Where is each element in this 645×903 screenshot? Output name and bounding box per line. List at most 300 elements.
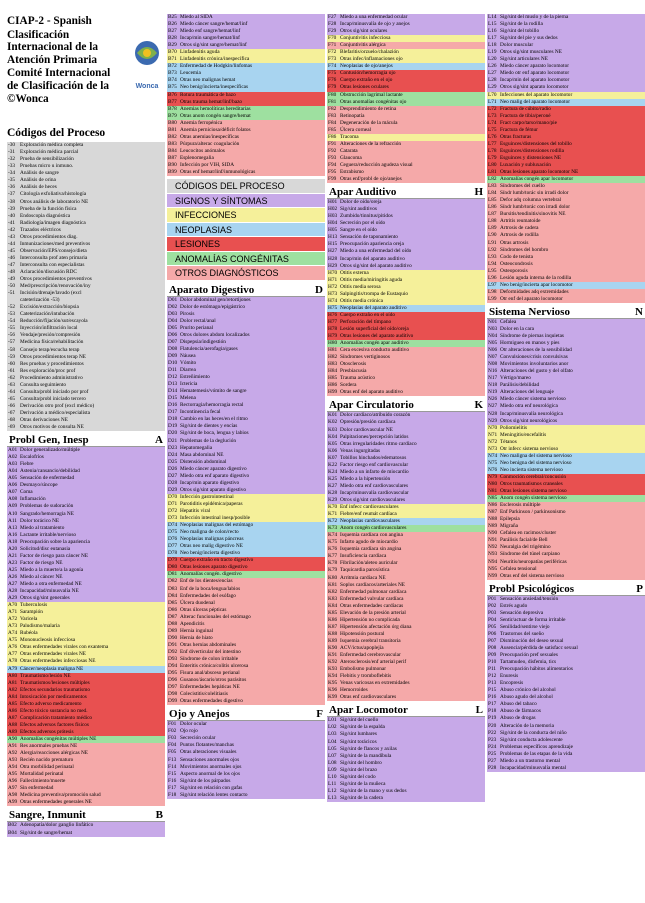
code: H78 — [328, 325, 338, 332]
code-label: Inmunizaciones/med preventivos — [20, 240, 91, 247]
code-label: Otras enf del aparato auditivo — [340, 389, 403, 396]
code: F74 — [328, 63, 337, 70]
code: P20 — [488, 722, 497, 729]
code-label: Neoplasias de ojo/anejos — [340, 63, 393, 70]
code-label: Anomalías congénitas múltiples NE — [20, 736, 97, 742]
code-row — [487, 204, 645, 211]
code: P23 — [488, 736, 497, 743]
code-row — [327, 155, 485, 162]
code-label: Hematemesis/vómito de sangre — [180, 388, 247, 395]
code-row — [327, 731, 485, 738]
code-label: Blefaritis/orzuelo/chalazión — [340, 49, 399, 56]
code-row — [327, 455, 485, 462]
code: -50 — [8, 283, 16, 290]
code-label: Otras lesiones oculares — [340, 84, 389, 91]
code-label: Sig/sint de la mandíbula — [340, 752, 392, 759]
code-label: Bursitis/tendinitis/sinovitis NE — [500, 211, 566, 218]
code: A11 — [8, 517, 17, 524]
code: H75 — [328, 304, 338, 311]
code: D02 — [168, 303, 178, 310]
code: L97 — [488, 281, 497, 288]
code-row — [7, 595, 165, 602]
code: K81 — [328, 581, 338, 588]
code-row — [7, 191, 165, 198]
code: F16 — [168, 777, 177, 784]
code-label: Otras enfermedades generales NE — [20, 799, 92, 806]
code: N73 — [488, 445, 498, 452]
code-row — [487, 282, 645, 289]
code-label: Esguinces/distensiones del tobillo — [500, 140, 572, 147]
code: F13 — [168, 756, 177, 763]
code-row — [7, 785, 165, 792]
code-label: Presbiacusia — [340, 368, 367, 375]
code-label: Movimientos involuntarios anor — [500, 361, 569, 368]
code: L81 — [488, 169, 497, 176]
code-row — [7, 588, 165, 595]
code-row — [327, 354, 485, 361]
code-row — [167, 120, 325, 127]
code: D21 — [168, 437, 178, 444]
code: F05 — [168, 749, 177, 756]
code: K87 — [328, 623, 338, 630]
code-label: Isquemia cardíaca sin angina — [340, 546, 402, 553]
code-label: Otros sig/sint del aparato auditivo — [340, 262, 412, 269]
code: F75 — [328, 70, 337, 77]
code-row — [487, 495, 645, 502]
code: L77 — [488, 140, 497, 147]
code: L02 — [328, 724, 337, 731]
code: A72 — [8, 616, 18, 623]
code: K91 — [328, 652, 338, 659]
code-label: Análisis de sangre — [20, 170, 59, 177]
code-label: Sig/sint del hombro — [340, 759, 382, 766]
code: P10 — [488, 659, 497, 666]
code-row — [327, 638, 485, 645]
code-row — [167, 501, 325, 508]
code-label: Palpitaciones/percepción latidos — [340, 433, 409, 440]
code: N90 — [488, 530, 498, 537]
code-label: Exploración médica completa — [20, 142, 84, 149]
code-label: Sensación depresiva — [500, 609, 544, 616]
code-label: Enf diverticular del intestino — [180, 648, 241, 655]
code: N16 — [488, 368, 498, 375]
section-title: Aparato Digestivo — [169, 283, 255, 296]
code-label: Cuerpo extraño en el oído — [340, 311, 396, 318]
code: K96 — [328, 687, 338, 694]
code-row — [327, 739, 485, 746]
code-row — [7, 461, 165, 468]
code-label: Ceguera/reducción agudeza visual — [340, 161, 413, 168]
code-row — [7, 255, 165, 262]
code: K24 — [328, 468, 338, 475]
code-row — [487, 155, 645, 162]
code-label: Isquemia cardíaca con angina — [340, 532, 403, 539]
code: N19 — [488, 389, 498, 396]
code-row — [327, 673, 485, 680]
code-label: Anom congén sistema nervioso — [500, 495, 567, 502]
code-row — [327, 162, 485, 169]
code: K73 — [328, 525, 338, 532]
code-row — [487, 92, 645, 99]
code-row — [167, 63, 325, 70]
code-label: Neo benig/incierta/inespecíficas — [180, 84, 249, 91]
code-row — [167, 764, 325, 771]
code-row — [487, 84, 645, 91]
code-label: Enteritis crónica/colitis ulcerosa — [180, 663, 249, 670]
code-row — [167, 113, 325, 120]
code: D18 — [168, 416, 178, 423]
code-row — [167, 169, 325, 176]
code: F79 — [328, 84, 337, 91]
code-label: Alteraciones del lenguaje — [500, 389, 554, 396]
code: L71 — [488, 98, 497, 105]
code-label: Parotiditis epidémica/paperas — [180, 500, 243, 507]
code: A89 — [8, 728, 18, 735]
code-label: Flatulencia/aerofagia/gases — [180, 345, 238, 352]
code-row — [7, 339, 165, 346]
code-label: Otros sig/sint musculares NE — [500, 49, 562, 56]
section-header-n — [487, 304, 645, 319]
code-label: Rubéola — [20, 630, 38, 637]
code-label: Puntos flotantes/manchas — [180, 742, 234, 749]
code-row — [327, 270, 485, 277]
code-row — [7, 199, 165, 206]
code-label: Abuso del tabaco — [500, 701, 537, 708]
code-label: Efecto tóxico sustancia no med. — [20, 707, 88, 714]
code: P27 — [488, 757, 497, 764]
code-label: Esguinces/distensiones rodilla — [500, 147, 564, 154]
color-legend — [167, 179, 325, 281]
code-row — [167, 792, 325, 799]
code-label: Opresión/presión cardíaca — [340, 419, 396, 426]
code: D72 — [168, 507, 178, 514]
code: D26 — [168, 465, 178, 472]
code-row — [167, 445, 325, 452]
code-label: Desmayo/síncope — [20, 482, 58, 489]
code-label: Rectorragia/hemorragia rectal — [180, 402, 244, 409]
section-header-h — [327, 184, 485, 199]
code-label: Incap/minusvalía cardiovascular — [340, 489, 409, 496]
legend-item: ANOMALÍAS CONGÉNITAS — [167, 252, 325, 267]
code: L70 — [488, 91, 497, 98]
code: F80 — [328, 91, 337, 98]
code-label: Miedo al SIDA — [180, 14, 213, 20]
section-title: Apar Circulatorio — [329, 399, 414, 412]
code-row — [487, 737, 645, 744]
code-row — [7, 325, 165, 332]
code-row — [7, 347, 165, 354]
code-row — [167, 99, 325, 106]
code-row — [7, 149, 165, 156]
code-row — [167, 395, 325, 402]
code-label: Otras enf cardiovasculares — [340, 694, 397, 701]
code-label: Miedo al cáncer NE — [20, 573, 63, 580]
code-label: Sig/sint relación lentes contacto — [180, 791, 248, 798]
code-row — [7, 680, 165, 687]
code-row — [487, 382, 645, 389]
code-label: Miedo a otra enfermedad NE — [20, 580, 82, 587]
code-row — [167, 304, 325, 311]
code: -35 — [8, 177, 16, 184]
code-label: Otros análisis de laboratorio NE — [20, 198, 89, 205]
code-label: Otosclerosis — [340, 361, 367, 368]
code-row — [7, 830, 165, 837]
code: P09 — [488, 652, 497, 659]
code-row — [327, 412, 485, 419]
code-label: Trauma acústico — [340, 375, 375, 382]
code: K03 — [328, 426, 338, 433]
code-label: Preocupación pref sexuales — [500, 652, 558, 659]
code-row — [487, 708, 645, 715]
code-label: Sig/sint de boca, lengua y labios — [180, 430, 249, 437]
code-row — [487, 261, 645, 268]
code: A94 — [8, 764, 18, 771]
code-row — [327, 781, 485, 788]
code: F70 — [328, 35, 337, 42]
code-row — [167, 721, 325, 728]
code-row — [327, 248, 485, 255]
code: D81 — [168, 571, 178, 578]
code-row — [327, 694, 485, 701]
code: -58 — [8, 346, 16, 353]
code-row — [167, 452, 325, 459]
code: H13 — [328, 234, 338, 241]
organization-name: Comité Internacional de Clasificación de la ©Wonca — [7, 67, 111, 105]
code-label: Sangrado/hemorragia NE — [20, 510, 74, 517]
code-label: Inflamación — [20, 496, 46, 503]
code-row — [167, 628, 325, 635]
code-label: Lesión superficial del oído/oreja — [340, 325, 409, 332]
code-row — [7, 701, 165, 708]
code-label: Linfadenitis aguda — [180, 49, 220, 56]
code: N93 — [488, 551, 498, 558]
code-label: Hepatomegalia — [180, 444, 213, 451]
code-row — [7, 511, 165, 518]
code: K82 — [328, 588, 338, 595]
code: F92 — [328, 147, 337, 154]
code-row — [327, 774, 485, 781]
code: B81 — [168, 126, 177, 133]
code-label: Consulta/probl iniciado por prof — [20, 388, 89, 395]
code-row — [7, 213, 165, 220]
code-label: Tétanos — [500, 438, 517, 445]
code: B28 — [168, 35, 177, 42]
code-row — [487, 21, 645, 28]
code-row — [7, 227, 165, 234]
code: K04 — [328, 433, 338, 440]
code: F86 — [328, 133, 337, 140]
code-label: Neoplasias cardiovasculares — [340, 518, 400, 525]
code-row — [167, 318, 325, 325]
code: K93 — [328, 666, 338, 673]
code-label: Enfermedad cerebrovascular — [340, 652, 401, 659]
code: L80 — [488, 161, 497, 168]
code-label: Otras derivaciones NE — [20, 416, 68, 423]
code: D23 — [168, 444, 178, 451]
code: D98 — [168, 691, 178, 698]
code-row — [327, 120, 485, 127]
code-label: Trastornos del sueño — [500, 630, 544, 637]
code-row — [167, 529, 325, 536]
code-label: Sensaciones anormales ojos — [180, 756, 240, 763]
code-label: Embolismo pulmonar — [340, 666, 387, 673]
code: D06 — [168, 331, 178, 338]
code-label: Varicela — [20, 616, 38, 623]
code-row — [487, 340, 645, 347]
code-label: Derivación a médico/especialista — [20, 409, 91, 416]
code-label: Interconsulta con especialistas — [20, 261, 85, 268]
code-label: Fiebre/enf reumát cardíaca — [340, 511, 397, 518]
code: A05 — [8, 475, 18, 482]
code-label: Neoplasias malignas del estómago — [180, 522, 254, 529]
code-label: Otras infec/inflamaciones ojo — [340, 56, 403, 63]
code-row — [167, 155, 325, 162]
code-label: Cambio en las heces/en el ritmo — [180, 416, 248, 423]
code-row — [167, 635, 325, 642]
code-row — [487, 765, 645, 772]
code-label: Otras neo malignas hemat — [180, 77, 236, 84]
column-2 — [167, 14, 325, 891]
code-label: Osteoporosis — [500, 267, 528, 274]
code-label: Intoxicación por medicamentos — [20, 693, 87, 700]
code-label: Insuficiencia cardíaca — [340, 553, 387, 560]
code-label: Miedo a un trastorno mental — [500, 757, 561, 764]
code: L28 — [488, 77, 497, 84]
code-label: Otr alteraciones de la sensibilidad — [500, 347, 572, 354]
code-row — [167, 438, 325, 445]
code-label: Neo incierta sistema nervioso — [500, 466, 563, 473]
code: B76 — [168, 91, 177, 98]
code-row — [167, 339, 325, 346]
code-row — [7, 403, 165, 410]
code-row — [487, 603, 645, 610]
code-row — [487, 694, 645, 701]
code: D73 — [168, 515, 178, 522]
code-row — [487, 268, 645, 275]
code-row — [327, 63, 485, 70]
code-row — [327, 560, 485, 567]
code-row — [327, 589, 485, 596]
code-row — [487, 425, 645, 432]
code-row — [327, 319, 485, 326]
logo-text: Wonca — [135, 83, 159, 90]
code-label: Excisión/extracción/biopsia — [20, 304, 79, 311]
code-label: Enf de los dientes/encías — [180, 578, 233, 585]
code-label: Endoscopia diagnóstica — [20, 212, 71, 219]
code-label: Efectos adversos factores físicos — [20, 721, 89, 728]
section-letter: P — [636, 582, 643, 595]
code: A87 — [8, 714, 18, 721]
code: L74 — [488, 119, 497, 126]
code: D78 — [168, 550, 178, 557]
code-label: Otras irregularidades ritmo cardíaco — [340, 440, 417, 447]
code: H81 — [328, 347, 338, 354]
code-label: Síndrome de piernas inquietas — [500, 333, 564, 340]
code-label: Anemias hemolíticas hereditarias — [180, 105, 251, 112]
code: A18 — [8, 538, 18, 545]
legend-item: NEOPLASIAS — [167, 223, 325, 238]
code-label: Anomalías congén apar locomotor — [500, 176, 574, 183]
code-label: Medicina preventiva/promoción salud — [20, 792, 101, 799]
code-label: Alterac funcionales del estómago — [180, 613, 251, 620]
code: F91 — [328, 140, 337, 147]
code: L07 — [328, 752, 337, 759]
code-label: Otras úlceras pépticas — [180, 606, 227, 613]
code-label: Miedo a la hipertensión — [340, 475, 391, 482]
code-label: Poliomielitis — [500, 424, 528, 431]
code-row — [167, 656, 325, 663]
code-label: Incap/min aparato digestivo — [180, 479, 240, 486]
code-row — [167, 621, 325, 628]
code-row — [327, 106, 485, 113]
code-row — [167, 649, 325, 656]
code-row — [327, 70, 485, 77]
code-label: Tracoma — [340, 133, 359, 140]
code: L94 — [488, 260, 497, 267]
code-row — [327, 553, 485, 560]
code: L88 — [488, 218, 497, 225]
code: H71 — [328, 276, 338, 283]
code-label: Sensación de enfermedad — [20, 475, 75, 482]
code-row — [327, 539, 485, 546]
code-label: Cuerpo extraño en el ojo — [340, 77, 393, 84]
code-row — [327, 227, 485, 234]
code: B73 — [168, 70, 177, 77]
code-row — [487, 134, 645, 141]
code-row — [7, 546, 165, 553]
code-label: Otras enf hemat/linf/inmunológicas — [180, 169, 256, 176]
code-label: Artrosis de cadera — [500, 225, 539, 232]
code: K28 — [328, 489, 338, 496]
code-row — [7, 156, 165, 163]
code-row — [167, 106, 325, 113]
code-row — [487, 617, 645, 624]
code-row — [327, 134, 485, 141]
section-header-b — [7, 807, 165, 822]
code-label: Cuerpo extraño en tracto digestivo — [180, 557, 254, 564]
code-label: Incap/min sangre/hemat/linf — [180, 35, 240, 42]
code-row — [487, 42, 645, 49]
code: K95 — [328, 680, 338, 687]
code: A16 — [8, 531, 18, 538]
code-label: Otras enf/probl de ojo/anejos — [340, 176, 402, 183]
code-label: Procedimiento administrativo — [20, 374, 83, 381]
code-row — [167, 564, 325, 571]
code-label: Taquicardia paroxística — [340, 567, 390, 574]
code: K79 — [328, 567, 338, 574]
code-row — [167, 92, 325, 99]
code-row — [487, 56, 645, 63]
code-row — [7, 658, 165, 665]
code-row — [487, 197, 645, 204]
code: N81 — [488, 488, 498, 495]
code-label: Vendaje/presión/compresión — [20, 332, 81, 339]
code: D92 — [168, 648, 178, 655]
code-label: Diarrea — [180, 367, 196, 374]
code-label: Otros sig/sint aparato digestivo — [180, 486, 247, 493]
code: N91 — [488, 537, 498, 544]
code-label: Incap/min del aparato auditivo — [340, 255, 405, 262]
code — [7, 297, 20, 304]
code: -52 — [8, 304, 16, 311]
code: -47 — [8, 261, 16, 268]
code-label: Hepatitis viral — [180, 507, 211, 514]
code-label: Leucemia — [180, 70, 201, 77]
code: -67 — [8, 409, 16, 416]
code: L89 — [488, 225, 497, 232]
code: L72 — [488, 105, 497, 112]
code-label: Otras anom congén sangre/hemat — [180, 112, 251, 119]
